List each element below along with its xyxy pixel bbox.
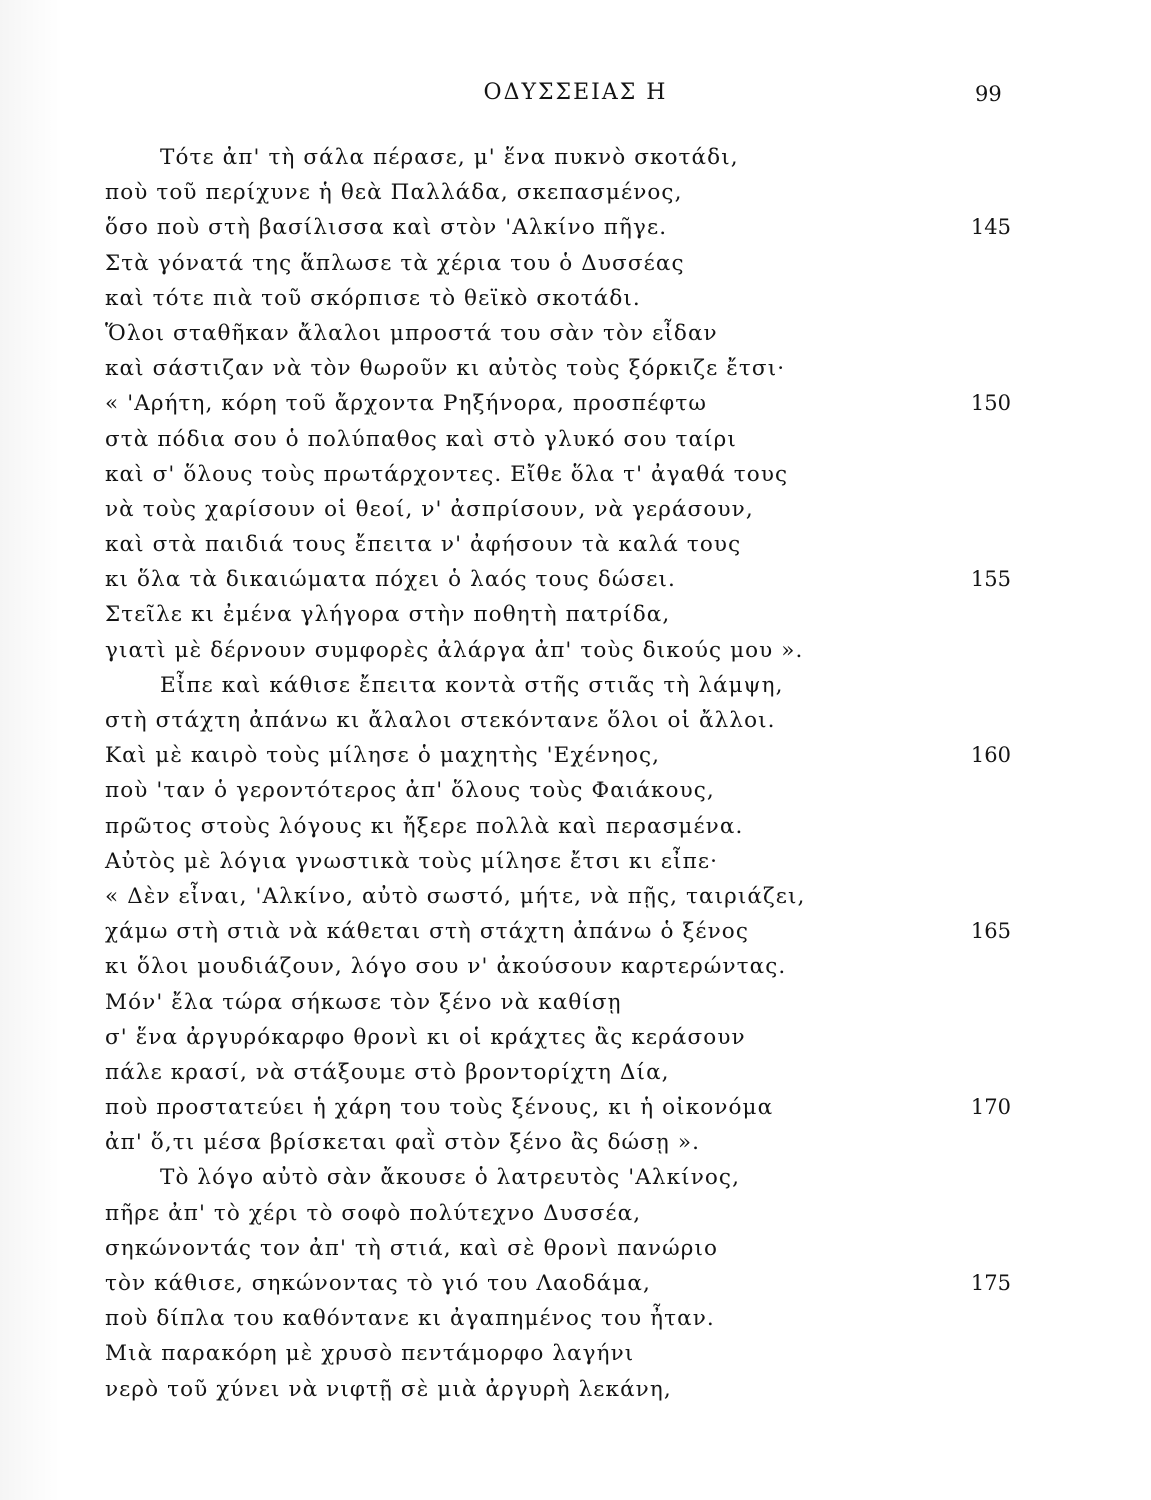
verse-line [105, 1090, 1025, 1125]
verse-text: γιατὶ μὲ δέρνουν συμφορὲς ἀλάργα ἀπ' τοὺς δικούς μου ». [105, 637, 804, 663]
verse-text: πῆρε ἀπ' τὸ χέρι τὸ σοφὸ πολύτεχνο Δυσσέα, [105, 1200, 642, 1226]
verse-text: νὰ τοὺς χαρίσουν οἱ θεοί, ν' ἀσπρίσουν, νὰ γεράσουν, [105, 496, 754, 522]
verse-text: Μιὰ παρακόρη μὲ χρυσὸ πεντάμορφο λαγήνι [105, 1341, 635, 1367]
verse-line [105, 738, 1025, 773]
verse-text: κι ὅλα τὰ δικαιώματα πόχει ὁ λαός τους δώσει. [105, 567, 676, 593]
verse-line [105, 281, 1025, 316]
verse-text: σηκώνοντάς τον ἀπ' τὴ στιά, καὶ σὲ θρονὶ πανώριο [105, 1235, 719, 1261]
verse-text: κι ὅλοι μουδιάζουν, λόγο σου ν' ἀκούσουν καρτερώντας. [105, 954, 787, 980]
verse-text: καὶ σ' ὅλους τοὺς πρωτάρχοντες. Εἴθε ὅλα τ' ἀγαθά τους [105, 461, 789, 487]
line-number: 145 [970, 215, 1011, 240]
verse-text: « 'Αρήτη, κόρη τοῦ ἄρχοντα Ρηξήνορα, προσπέφτω [105, 391, 707, 417]
verse-text: Στὰ γόνατά της ἅπλωσε τὰ χέρια του ὁ Δυσσέας [105, 250, 685, 276]
verse-text: τὸν κάθισε, σηκώνοντας τὸ γιό του Λαοδάμα, [105, 1271, 651, 1296]
verse-line [105, 492, 1025, 527]
verse-line [105, 386, 1025, 421]
page-header [0, 80, 1151, 116]
verse-line [105, 985, 1025, 1020]
verse-line [105, 668, 1025, 703]
line-number: 170 [970, 1095, 1011, 1120]
verse-text: καὶ στὰ παιδιά τους ἔπειτα ν' ἀφήσουν τὰ καλά τους [105, 532, 742, 558]
verse-line [105, 246, 1025, 281]
line-number: 175 [970, 1271, 1011, 1295]
verse-text: πρῶτος στοὺς λόγους κι ἤξερε πολλὰ καὶ περασμένα. [105, 813, 744, 839]
page-number: 99 [975, 82, 1002, 106]
verse-text: στὰ πόδια σου ὁ πολύπαθος καὶ στὸ γλυκό σου ταίρι [105, 426, 737, 452]
verse-line [105, 1301, 1025, 1336]
verse-line [105, 949, 1025, 984]
verse-line [105, 1055, 1025, 1090]
verse-text: ὅσο ποὺ στὴ βασίλισσα καὶ στὸν 'Αλκίνο πῆγε. [105, 215, 668, 241]
verse-line [105, 1125, 1025, 1160]
verse-text: Τὸ λόγο αὐτὸ σὰν ἄκουσε ὁ λατρευτὸς 'Αλκίνος, [160, 1165, 740, 1191]
verse-text: Στεῖλε κι ἐμένα γλήγορα στὴν ποθητὴ πατρίδα, [105, 602, 671, 628]
line-number: 165 [970, 919, 1011, 944]
verse-text: ποὺ 'ταν ὁ γεροντότερος ἀπ' ὅλους τοὺς Φαιάκους, [105, 778, 715, 804]
verse-line [105, 1160, 1025, 1195]
verse-text: Καὶ μὲ καιρὸ τοὺς μίλησε ὁ μαχητὴς 'Εχένηος, [105, 743, 661, 769]
verse-text: ποὺ προστατεύει ἡ χάρη του τοὺς ξένους, κι ἡ οἰκονόμα [105, 1095, 774, 1121]
verse-text: στὴ στάχτη ἀπάνω κι ἄλαλοι στεκόντανε ὅλοι οἱ ἄλλοι. [105, 708, 776, 733]
verse-line [105, 879, 1025, 914]
verse-line [105, 1372, 1025, 1407]
verse-text: Εἶπε καὶ κάθισε ἔπειτα κοντὰ στῆς στιᾶς τὴ λάμψη, [160, 672, 784, 698]
verse-line [105, 457, 1025, 492]
page-edge-shadow [0, 0, 60, 1500]
poem-text [105, 140, 1025, 1407]
verse-text: χάμω στὴ στιὰ νὰ κάθεται στὴ στάχτη ἀπάνω ὁ ξένος [105, 919, 749, 945]
verse-line [105, 1231, 1025, 1266]
verse-line [105, 527, 1025, 562]
verse-text: ποὺ δίπλα του καθόντανε κι ἀγαπημένος του ἦταν. [105, 1306, 715, 1332]
verse-line [105, 1196, 1025, 1231]
verse-line [105, 703, 1025, 738]
line-number: 150 [970, 391, 1011, 416]
line-number: 160 [970, 743, 1011, 768]
verse-text: καὶ τότε πιὰ τοῦ σκόρπισε τὸ θεϊκὸ σκοτάδι. [105, 285, 641, 311]
verse-line [105, 773, 1025, 808]
verse-text: ἀπ' ὅ,τι μέσα βρίσκεται φαῒ στὸν ξένο ἂς δώσῃ ». [105, 1130, 701, 1156]
verse-line [105, 210, 1025, 245]
verse-line [105, 316, 1025, 351]
running-title: ΟΔΥΣΣΕΙΑΣ Η [483, 80, 668, 105]
verse-text: καὶ σάστιζαν νὰ τὸν θωροῦν κι αὐτὸς τοὺς ξόρκιζε ἔτσι· [105, 356, 786, 382]
verse-line [105, 914, 1025, 949]
verse-text: Τότε ἀπ' τὴ σάλα πέρασε, μ' ἕνα πυκνὸ σκοτάδι, [160, 145, 739, 170]
verse-line [105, 1020, 1025, 1055]
verse-line [105, 140, 1025, 175]
verse-text: Αὐτὸς μὲ λόγια γνωστικὰ τοὺς μίλησε ἔτσι κι εἶπε· [105, 848, 719, 874]
verse-line [105, 351, 1025, 386]
verse-line [105, 422, 1025, 457]
verse-text: Ὅλοι σταθῆκαν ἄλαλοι μπροστά του σὰν τὸν εἶδαν [105, 320, 718, 346]
verse-line [105, 844, 1025, 879]
verse-text: σ' ἕνα ἀργυρόκαρφο θρονὶ κι οἱ κράχτες ἂς κεράσουν [105, 1024, 746, 1050]
verse-line [105, 562, 1025, 597]
verse-text: πάλε κρασί, νὰ στάξουμε στὸ βροντορίχτη Δία, [105, 1059, 670, 1085]
verse-line [105, 175, 1025, 210]
verse-line [105, 1336, 1025, 1371]
verse-text: Μόν' ἔλα τώρα σήκωσε τὸν ξένο νὰ καθίσῃ [105, 989, 622, 1015]
verse-line [105, 1266, 1025, 1301]
verse-text: ποὺ τοῦ περίχυνε ἡ θεὰ Παλλάδα, σκεπασμένος, [105, 180, 683, 206]
verse-text: νερὸ τοῦ χύνει νὰ νιφτῇ σὲ μιὰ ἀργυρὴ λεκάνη, [105, 1376, 672, 1402]
verse-line [105, 809, 1025, 844]
verse-text: « Δὲν εἶναι, 'Αλκίνο, αὐτὸ σωστό, μήτε, νὰ πῇς, ταιριάζει, [105, 883, 806, 909]
line-number: 155 [970, 567, 1011, 592]
verse-line [105, 597, 1025, 632]
verse-line [105, 633, 1025, 668]
